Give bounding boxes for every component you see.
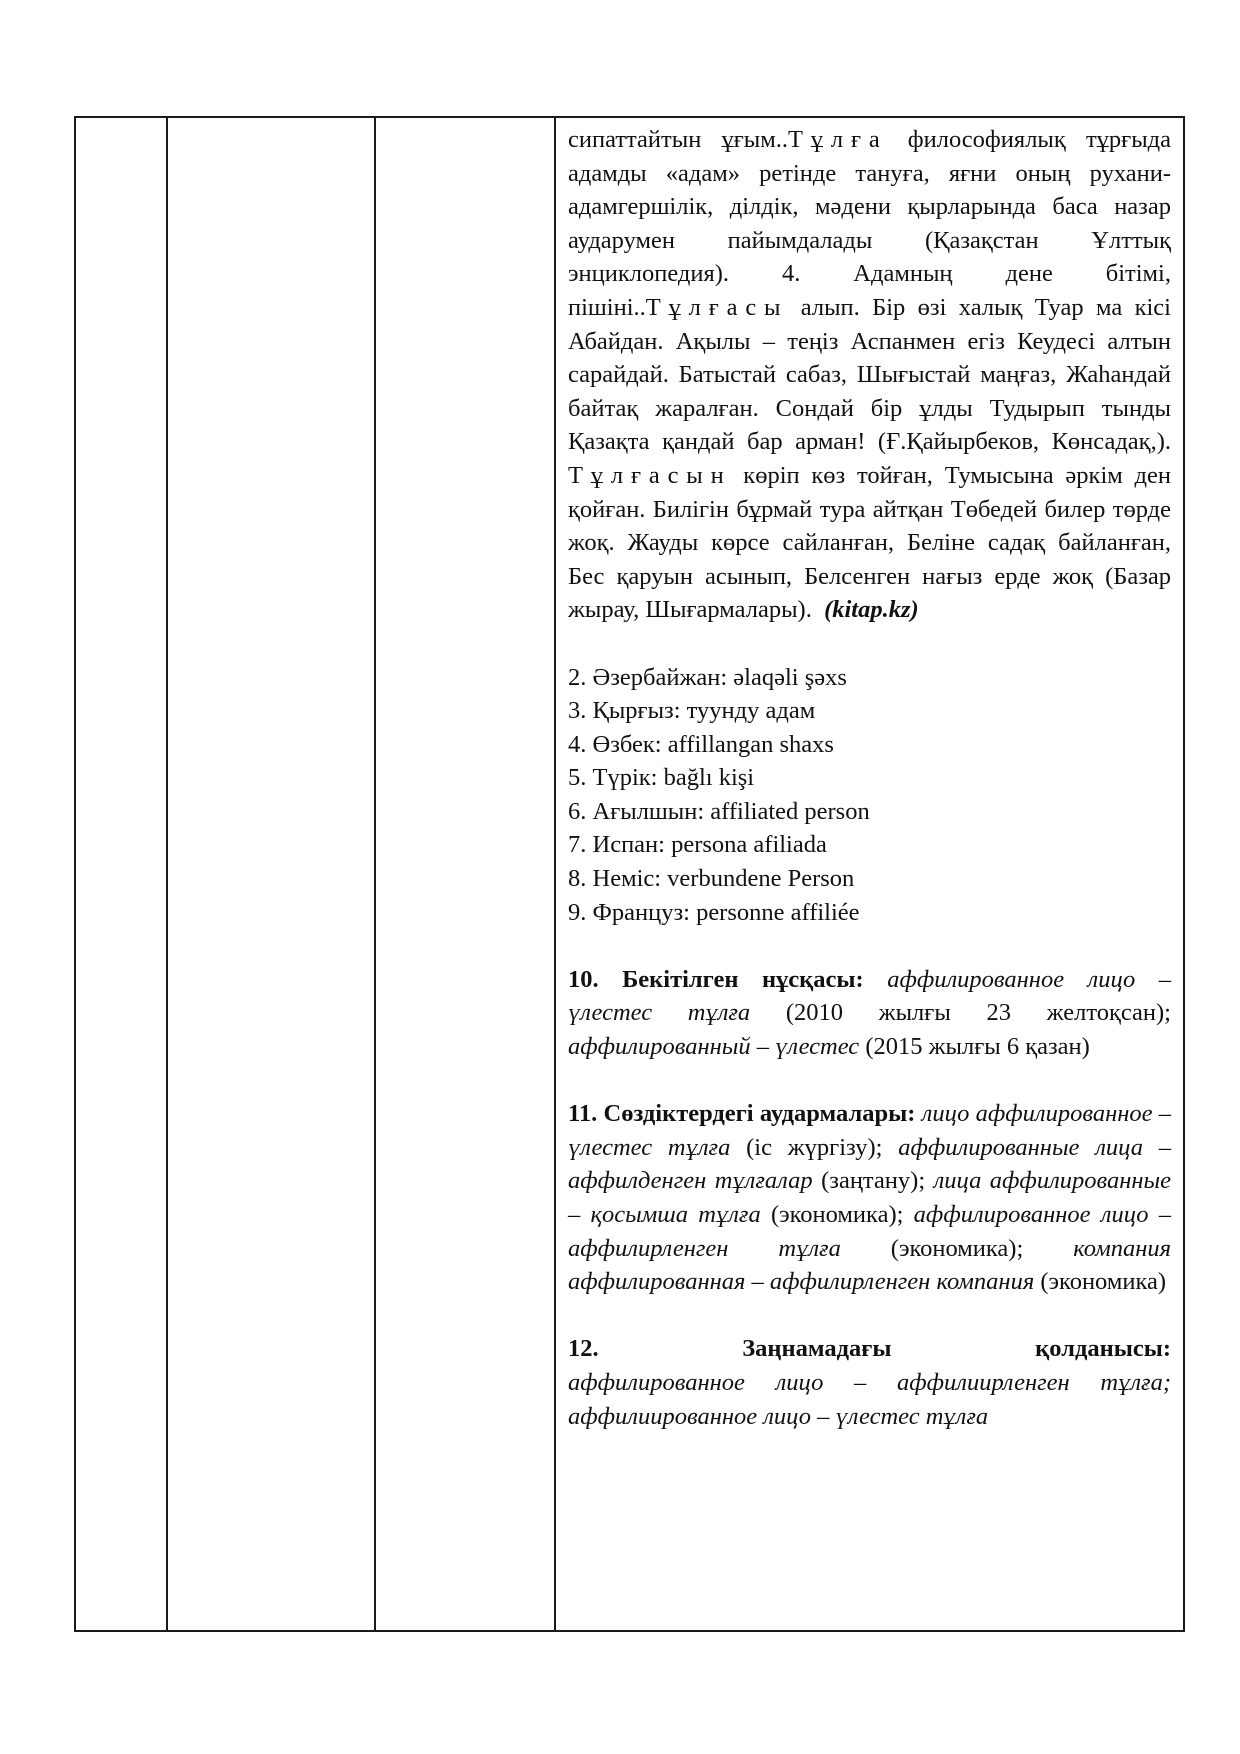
spaced-term: Тұлғасы — [645, 293, 789, 321]
cell-description — [555, 117, 1184, 1631]
definition-text: алып. Бір өзі халық Туар ма кісі Абайдан. Ақылы – теңіз Аспанмен егіз Кеудесі алтын сарайдай. Батыстай сабаз, Шығыстай маңғаз, Жаһандай байтақ жаралған. Сондай бір ұлды Тудырып тынды Қазақта қандай бар арман! (Ғ.Қайырбеков, Көнсадақ,). — [568, 293, 1171, 456]
cell-number — [75, 117, 167, 1631]
list-item: 4. Өзбек: affillangan shaxs — [568, 730, 834, 758]
section-label-word: қолданысы: — [1035, 1335, 1171, 1363]
list-item: 5. Түрік: bağlı kişi — [568, 764, 755, 792]
cell-term-kazakh — [375, 117, 555, 1631]
field-note: (экономика) — [1034, 1268, 1167, 1296]
translations-list — [568, 661, 1171, 930]
cell-term-russian — [167, 117, 375, 1631]
spacer — [568, 627, 1171, 661]
section-label-word: Заңнамадағы — [742, 1335, 892, 1363]
section-label: 11. Сөздіктердегі аудармалары: — [568, 1100, 916, 1128]
field-note: (экономика); — [840, 1234, 1074, 1262]
term-pair: аффилированный – үлестес — [568, 1033, 860, 1061]
definition-text: философиялық тұрғыда адамды «адам» ретінде тануға, яғни оның рухани-адамгершілік, ділдік, мәдени қырларында баса назар аударумен пайымдалады (Қазақстан Ұлттық энциклопедия). 4. Адамның дене бітімі, пішіні.. — [568, 126, 1171, 321]
term-pair: лица аффилированные – қосымша тұлға — [568, 1167, 1171, 1228]
spaced-term: Тұлға — [788, 126, 888, 153]
spacer — [568, 1064, 1171, 1098]
legislation-paragraph: аффилированное лицо – аффилиирленген тұлға; аффилиированное лицо – үлестес тұлға — [568, 1368, 1171, 1430]
term-table — [74, 116, 1185, 1632]
term-pair: аффилированное лицо – үлестес тұлға — [568, 965, 1172, 1027]
dictionary-paragraph — [568, 1097, 1171, 1299]
term-pair: аффилированное лицо – аффилирленген тұлға — [568, 1201, 1171, 1262]
legislation-heading — [568, 1332, 1171, 1366]
field-note: (іс жүргізу); — [730, 1133, 899, 1161]
definition-paragraph — [568, 123, 1171, 627]
term-pair: аффилированные лица – аффилденген тұлғалар — [568, 1133, 1171, 1195]
spacer — [568, 1299, 1171, 1333]
definition-text: көріп көз тойған, Тумысына әркім ден қойған. Билігін бұрмай тура айтқан Төбедей билер төрде жоқ. Жауды көрсе сайланған, Беліне садақ байланған, Бес қаруын асынып, Белсенген нағыз ерде жоқ (Базар жырау, Шығармалары). — [568, 461, 1171, 624]
list-item: 8. Неміс: verbundene Person — [568, 865, 855, 893]
source-reference: (kitap.kz) — [824, 596, 919, 624]
section-label: 10. Бекітілген нұсқасы: — [568, 965, 864, 993]
section-number: 12. — [568, 1335, 599, 1363]
term-pair: компания аффилированная – аффилирленген компания — [568, 1234, 1171, 1296]
date-note: (2010 жылғы 23 желтоқсан); — [750, 999, 1171, 1027]
list-item: 2. Әзербайжан: əlaqəli şəxs — [568, 663, 847, 691]
definition-text: сипаттайтын ұғым.. — [568, 126, 788, 153]
date-note: (2015 жылғы 6 қазан) — [859, 1033, 1090, 1061]
field-note: (экономика); — [760, 1201, 914, 1228]
spaced-term: Тұлғасын — [568, 461, 732, 489]
field-note: (заңтану); — [812, 1167, 934, 1195]
list-item: 6. Ағылшын: affiliated person — [568, 797, 870, 825]
table-row — [75, 117, 1184, 1631]
list-item: 7. Испан: persona afiliada — [568, 831, 827, 859]
spacer — [568, 929, 1171, 963]
approved-version-paragraph — [568, 963, 1171, 1064]
list-item: 3. Қырғыз: туунду адам — [568, 697, 816, 725]
description-content — [556, 118, 1183, 1433]
list-item: 9. Француз: personne affiliée — [568, 898, 860, 926]
term-pair: лицо аффилированное – үлестес тұлға — [568, 1100, 1172, 1161]
